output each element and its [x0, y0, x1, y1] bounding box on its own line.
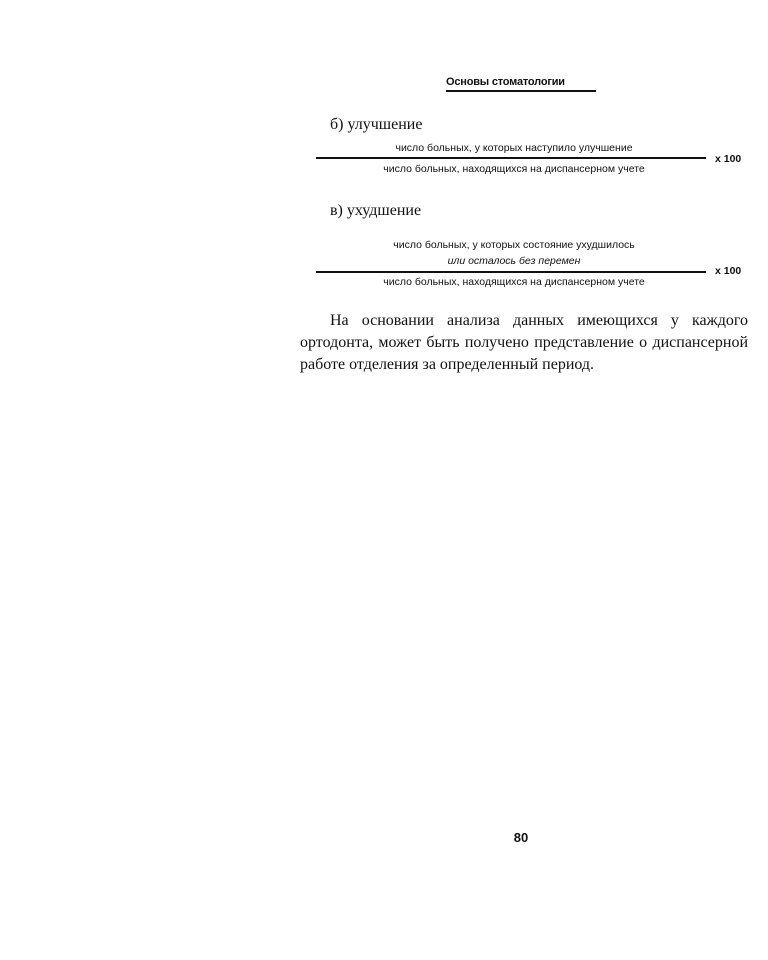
- formula-denominator: число больных, находящихся на диспансерном учете: [383, 276, 645, 288]
- page-number: 80: [513, 830, 529, 845]
- fraction-line: [316, 271, 706, 273]
- header-rule: [446, 90, 596, 92]
- formula-numerator: число больных, у которых наступило улучшение: [395, 142, 633, 154]
- fraction-line: [316, 157, 706, 159]
- formula-multiplier: x 100: [715, 265, 742, 277]
- formula-numerator-continued: или осталось без перемен: [447, 255, 581, 267]
- section-heading-improvement: б) улучшение: [330, 116, 423, 133]
- formula-numerator: число больных, у которых состояние ухудшилось: [393, 239, 635, 251]
- formula-multiplier: x 100: [715, 153, 742, 165]
- running-header: Основы стоматологии: [446, 76, 565, 88]
- section-heading-worsening: в) ухудшение: [330, 202, 422, 219]
- body-paragraph: На основании анализа данных имеющихся у каждого ортодонта, может быть получено представление о диспансерной работе отделения за определенный период.: [300, 312, 748, 373]
- formula-denominator: число больных, находящихся на диспансерном учете: [383, 163, 645, 175]
